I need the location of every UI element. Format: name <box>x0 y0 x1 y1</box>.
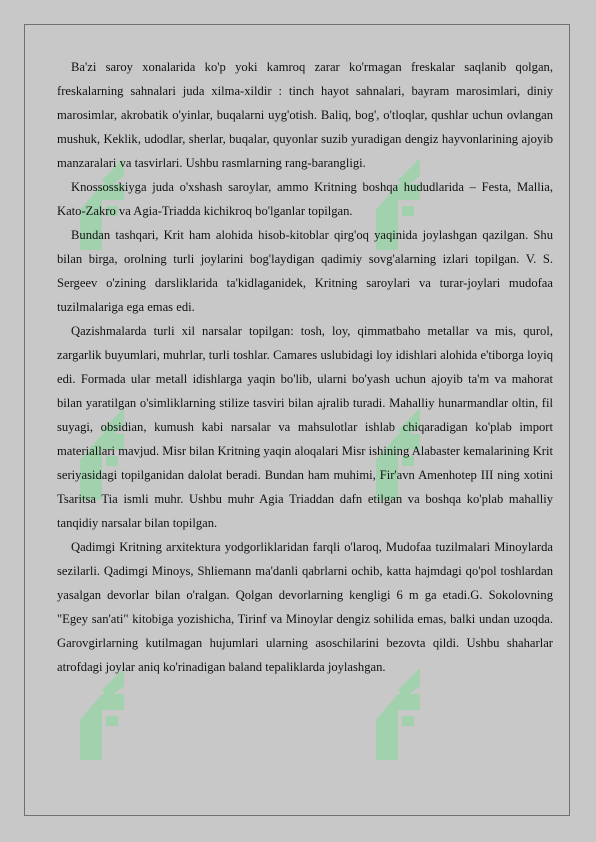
paragraph-palaces: Knossosskiyga juda o'xshash saroylar, ammo Kritning boshqa hududlarida – Festa, Mallia, Kato-Zakro va Agia-Triadda kichikroq bo'lganlar topilgan. <box>57 180 553 218</box>
document-body <box>57 55 553 679</box>
paragraph-settlements: Bundan tashqari, Krit ham alohida hisob-kitoblar qirg'oq yaqinida joylashgan qazilgan. Shu bilan birga, orolning turli joylarini bog'laydigan qadimiy sovg'alarning izlari topilgan. V. S. Sergeev o'zining darsliklarida ta'kidlaganidek, Kritning saroylari va turar-joylari mudofaa tuzilmalariga ega emas edi. <box>57 228 553 314</box>
paragraph-frescoes: Ba'zi saroy xonalarida ko'p yoki kamroq zarar ko'rmagan freskalar saqlanib qolgan, freskalarning sahnalari juda xilma-xildir : tinch hayot sahnalari, bayram marosimlari, diniy marosimlar, akrobatik o'yinlar, buqalarni uyg'otish. Baliq, bog', o'tloqlar, qushlar uchun ovlangan mushuk, Keklik, udodlar, sherlar, buqalar, quyonlar suzib yuradigan dengiz hayvonlarining ajoyib manzaralari va tasvirlari. Ushbu rasmlarning rang-barangligi. <box>57 60 553 170</box>
paragraph-fortifications: Qadimgi Kritning arxitektura yodgorliklaridan farqli o'laroq, Mudofaa tuzilmalari Minoylarda sezilarli. Qadimgi Minoys, Shliemann ma'danli qabrlarni ochib, katta hajmdagi qo'pol toshlardan yasalgan devorlar bilan o'ralgan. Qolgan devorlarning kengligi 6 m ga etadi.G. Sokolovning "Egey san'ati" kitobiga yozishicha, Tirinf va Minoylar dengiz sohilida emas, balki undan uzoqda. Garovgirlarning kutilmagan hujumlari ularning asoschilarini bezovta qildi. Ushbu shaharlar atrofdagi joylar aniq ko'rinadigan baland tepaliklarda joylashgan. <box>57 540 553 674</box>
paragraph-excavations: Qazishmalarda turli xil narsalar topilgan: tosh, loy, qimmatbaho metallar va mis, qurol, zargarlik buyumlari, muhrlar, turli toshlar. Camares uslubidagi loy idishlari alohida e'tiborga loyiq edi. Formada ular metall idishlarga yaqin bo'lib, ularni bo'yash uchun ajoyib ta'm va mahorat bilan yaratilgan o'simliklarning stilize tasviri bilan ajralib turadi. Mahalliy hunarmandlar oltin, fil suyagi, obsidian, kumush kabi narsalar va mahsulotlar ishlab chiqaradigan ko'plab import materiallari mavjud. Misr bilan Kritning yaqin aloqalari Misr ishining Alabaster kemalarining Krit seriyasidagi topilganidan dalolat beradi. Bundan ham muhimi, Fir'avn Amenhotep III ning xotini Tsaritsa Tia ismli muhr. Ushbu muhr Agia Triaddan dafn etilgan va boshqa ko'plab mahalliy tanqidiy narsalar bilan topilgan. <box>57 324 553 530</box>
